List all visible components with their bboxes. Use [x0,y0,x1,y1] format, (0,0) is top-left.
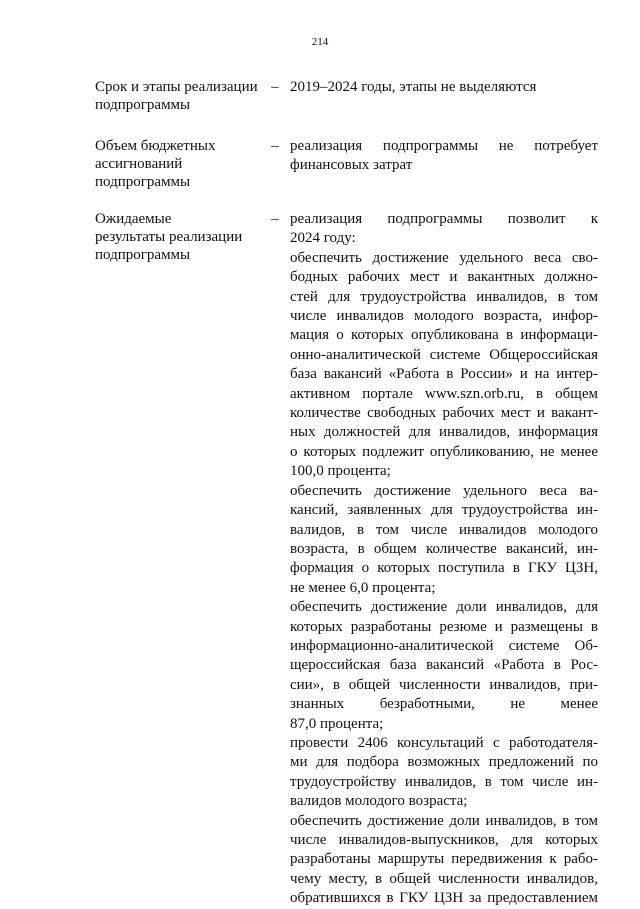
value-line: финансовых затрат [290,157,413,174]
label-line: подпрограммы [95,97,191,113]
value-line: обратившихся в ГКУ ЦЗН за предоставлением [290,890,598,907]
value-line: стей для трудоустройства инвалидов, в том [290,288,598,305]
value-line: формация о которых поступила в ГКУ ЦЗН, [290,560,598,577]
value-line: 2024 году: [290,230,356,247]
row-label [95,78,265,114]
dash: – [271,138,279,154]
value-line: щероссийская база вакансий «Работа в Рос- [290,657,598,674]
value-line: реализация подпрограммы позволит к [290,211,598,227]
value-line: 87,0 процента; [290,715,384,732]
value-line: онно-аналитической системе Общероссийская [290,346,598,363]
value-line: о которых подлежит опубликованию, не менее [290,443,598,460]
value-line: реализация подпрограммы не потребует [290,138,598,154]
label-line: ассигнований [95,156,183,172]
value-line: числе инвалидов молодого возраста, инфор- [290,308,598,325]
row-value [290,137,598,176]
value-line: возраста, в общем количестве вакансий, ин- [290,540,598,557]
label-line: подпрограммы [95,174,191,190]
value-line: бодных рабочих мест и вакантных должно- [290,269,598,286]
value-line: сии», в общей численности инвалидов, при- [290,676,598,693]
value-line: разработаны маршруты передвижения к рабо- [290,851,598,868]
value-line: числе инвалидов-выпускников, для которых [290,832,598,848]
label-line: Объем бюджетных [95,138,216,154]
dash: – [271,211,279,227]
value-line: валидов молодого возраста; [290,793,468,810]
value-line: валидов, в том числе инвалидов молодого [290,521,598,538]
value-line: количестве свободных рабочих мест и вакант- [290,405,598,422]
label-line: подпрограммы [95,247,191,263]
value-line: трудоустройству инвалидов, в том числе ин- [290,773,598,790]
value-line: ми для подбора возможных предложений по [290,754,598,771]
label-line: Ожидаемые [95,211,172,227]
value-line: обеспечить достижение удельного веса ва- [290,482,598,499]
row-value [290,78,598,97]
value-line: база вакансий «Работа в России» и на интер- [290,366,598,383]
row-label [95,210,265,264]
label-line: Срок и этапы реализации [95,79,258,95]
value-line: 2019–2024 годы, этапы не выделяются [290,79,537,95]
value-line: кансий, заявленных для трудоустройства ин- [290,502,598,519]
value-line: 100,0 процента; [290,463,391,480]
value-line: ных должностей для инвалидов, информация [290,424,598,441]
value-line: провести 2406 консультаций с работодателя- [290,734,598,751]
value-line: информационно-аналитической системе Об- [290,637,598,654]
value-line: не менее 6,0 процента; [290,579,436,596]
value-line: чему месту, в общей численности инвалидов, [290,870,598,887]
value-line: мация о которых опубликована в информаци- [290,327,598,344]
row-label [95,137,265,191]
value-line: которых разработаны резюме и размещены в [290,618,598,635]
value-line: знанных безработными, не менее [290,696,598,713]
page-number: 214 [311,36,329,48]
value-line: обеспечить достижение удельного веса сво- [290,249,598,266]
dash: – [271,79,279,95]
row-value [290,210,598,909]
value-line: активном портале www.szn.orb.ru, в общем [290,385,598,402]
value-line: обеспечить достижение доли инвалидов, для [290,599,598,616]
label-line: результаты реализации [95,229,243,245]
value-line: обеспечить достижение доли инвалидов, в том [290,812,598,829]
